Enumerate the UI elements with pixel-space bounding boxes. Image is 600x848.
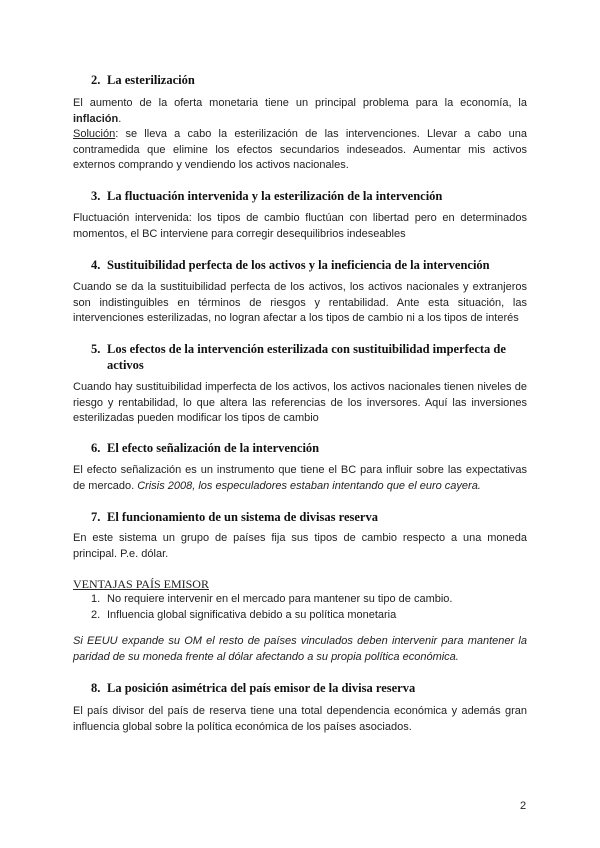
section-title: Los efectos de la intervención esterilizada con sustituibilidad imperfecta de <box>107 342 506 356</box>
text-line: paridad de su moneda frente al dólar afectando a su propia política económica. <box>73 650 459 663</box>
page-number: 2 <box>520 800 527 812</box>
section-7-body <box>73 531 527 562</box>
text-line: Fluctuación intervenida: los tipos de cambio fluctúan con libertad pero en determinados <box>73 212 527 224</box>
section-heading-8: 8. La posición asimétrica del país emisor de la divisa reserva <box>91 681 416 695</box>
section-3-body <box>73 211 527 242</box>
list-item: 2. Influencia global significativa debido a su política monetaria <box>91 608 397 621</box>
section-6-body <box>73 463 527 494</box>
section-heading-2: 2. La esterilización <box>91 73 195 87</box>
section-title: La esterilización <box>107 73 195 87</box>
list-item: 1. No requiere intervenir en el mercado para mantener su tipo de cambio. <box>91 593 453 605</box>
text-line: influencia global sobre la política económica de los países asociados. <box>73 720 412 733</box>
text-line: son indistinguibles en términos de riesgos y rentabilidad. Ante esta situación, las <box>73 296 527 309</box>
section-title-continuation: activos <box>107 358 144 372</box>
section-title: La fluctuación intervenida y la esterilización de la intervención <box>107 189 443 203</box>
text-line: de mercado. Crisis 2008, los especuladores estaban intentando que el euro cayera. <box>73 479 481 492</box>
text-line: riesgo y rentabilidad, lo que altera las referencias de los inversores. Aquí las inversiones <box>73 396 527 409</box>
section-5-body <box>73 380 527 427</box>
section-title: La posición asimétrica del país emisor de la divisa reserva <box>107 681 416 695</box>
text-line: momentos, el BC interviene para corregir desequilibrios indeseables <box>73 227 406 240</box>
text-line: El país divisor del país de reserva tiene una total dependencia económica y además gran <box>73 705 527 717</box>
section-title: Sustituibilidad perfecta de los activos y la ineficiencia de la intervención <box>107 258 490 272</box>
section-title: El funcionamiento de un sistema de divisas reserva <box>107 510 378 524</box>
text-line: Solución: se lleva a cabo la esterilización de las intervenciones. Llevar a cabo una <box>73 128 527 140</box>
section-heading-6: 6. El efecto señalización de la intervención <box>91 441 320 455</box>
section-7-italic-note <box>73 634 527 665</box>
section-2-body <box>73 96 527 174</box>
section-heading-3: 3. La fluctuación intervenida y la esterilización de la intervención <box>91 189 443 203</box>
section-heading-5: 5. Los efectos de la intervención esterilizada con sustituibilidad imperfecta de activos <box>91 341 531 373</box>
text-line: intervenciones esterilizadas, no logran afectar a los tipos de cambio ni a los tipos de interés <box>73 312 519 324</box>
text-line: principal. P.e. dólar. <box>73 547 169 560</box>
text-line: Cuando se da la sustituibilidad perfecta de los activos, los activos nacionales y extranjeros <box>73 281 527 293</box>
text-line: El efecto señalización es un instrumento que tiene el BC para influir sobre las expectativas <box>73 464 527 476</box>
solucion-label: Solución <box>73 128 116 140</box>
section-8-body <box>73 704 527 735</box>
section-title: El efecto señalización de la intervención <box>107 441 320 455</box>
section-heading-4: 4. Sustituibilidad perfecta de los activos y la ineficiencia de la intervención <box>91 258 490 272</box>
text-line: esterilizadas pueden modificar los tipos de cambio <box>73 412 319 424</box>
text-line: Cuando hay sustituibilidad imperfecta de los activos, los activos nacionales tienen niveles de <box>73 381 527 393</box>
bold-term: inflación <box>73 112 119 125</box>
section-heading-7: 7. El funcionamiento de un sistema de divisas reserva <box>91 510 378 524</box>
italic-example: Crisis 2008, los especuladores estaban intentando que el euro cayera. <box>137 479 481 492</box>
ventajas-heading: VENTAJAS PAÍS EMISOR <box>73 577 209 591</box>
text-line: contramedida que elimine los efectos secundarios indeseados. Aumentar mis activos <box>73 143 527 156</box>
text-line: Si EEUU expande su OM el resto de países vinculados deben intervenir para mantener la <box>73 635 527 647</box>
text-line: El aumento de la oferta monetaria tiene un principal problema para la economía, la <box>73 97 527 109</box>
section-4-body <box>73 280 527 327</box>
ventajas-list <box>91 592 452 623</box>
text-line: externos comprando y vendiendo los activos nacionales. <box>73 159 349 171</box>
text-line: inflación. <box>73 112 122 125</box>
text-line: En este sistema un grupo de países fija sus tipos de cambio respecto a una moneda <box>73 532 527 544</box>
